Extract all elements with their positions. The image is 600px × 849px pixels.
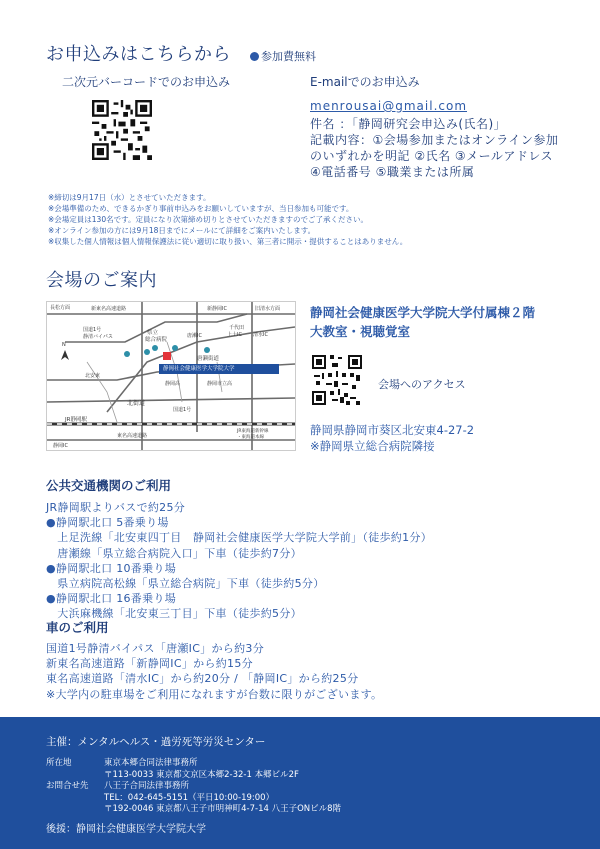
map-label: 静岡高 [165, 381, 181, 387]
map-label: JR東海道新幹線 [237, 429, 269, 434]
map-label: 総合病院 [145, 337, 168, 343]
map-label: 静清バイパス [83, 334, 113, 340]
transit-line: JR静岡駅よりバスで約25分 [46, 501, 186, 514]
car-heading: 車のご利用 [46, 620, 109, 635]
map-label: 清水IC [253, 332, 268, 338]
address-line: 静岡県静岡市葵区北安東4-27-2 [310, 423, 475, 437]
transit-line: 県立病院高松線「県立総合病院」下車（徒歩約5分） [46, 577, 325, 591]
transit-line: ●静岡駅北口 16番乗り場 [46, 592, 176, 606]
map-school-label: 静岡社会健康医学大学院大学 [163, 366, 235, 372]
map-label: 千代田 [229, 325, 245, 331]
map-label: 静岡IC [53, 443, 68, 449]
transit-details [46, 500, 432, 622]
email-link[interactable]: menrousai@gmail.com [310, 99, 468, 113]
note-line: ※会場定員は130名です。定員になり次第締め切りとさせていただきますのでご了承ください。 [48, 215, 368, 224]
qr-heading: 二次元バーコードでのお申込み [62, 75, 231, 89]
footer-line: 東京本郷合同法律事務所 [104, 758, 198, 768]
map-label: 新静岡IC [207, 306, 227, 312]
map-label: 東名高速道路 [117, 433, 148, 439]
car-line: ※大学内の駐車場をご利用になれますが台数に限りがございます。 [46, 687, 383, 701]
venue-name-line: 大教室・視聴覚室 [310, 324, 411, 339]
address-label: 所在地 [46, 758, 72, 768]
venue-name-line: 静岡社会健康医学大学院大学付属棟２階 [310, 305, 536, 320]
transit-line: 唐瀬線「県立総合病院入口」下車（徒歩約7分） [46, 546, 302, 560]
transit-heading: 公共交通機関のご利用 [46, 478, 172, 493]
contact-block [104, 781, 341, 816]
transit-line: ●静岡駅北口 5番乗り場 [46, 516, 169, 530]
car-line: 新東名高速道路「新静岡IC」から約15分 [46, 657, 253, 671]
email-contents-line-3: ④電話番号 ⑤職業または所属 [310, 165, 475, 179]
contact-label: お問合せ先 [46, 781, 89, 791]
north-label: N [62, 342, 66, 348]
venue-address [310, 422, 474, 454]
map-label: 北安東 [85, 373, 101, 379]
address-line: ※静岡県立総合病院隣接 [310, 439, 435, 453]
map-label: JR静岡駅 [65, 417, 87, 423]
transit-line: 大浜麻機線「北安東三丁目」下車（徒歩約5分） [46, 607, 302, 621]
map-label: 国道1号 [83, 327, 102, 333]
supporter: 後援：静岡社会健康医学大学院大学 [46, 824, 206, 835]
apply-title: お申込みはこちらから [46, 44, 231, 65]
car-details [46, 641, 382, 702]
car-line: 国道1号静清バイパス「唐瀬IC」から約3分 [46, 642, 265, 655]
apply-notes [48, 192, 407, 247]
map-label: 北街道 [127, 400, 146, 407]
map-label: ・東海道本線 [237, 435, 264, 440]
map-label: 唐瀬IC [187, 333, 202, 339]
map-label: 旧清水方面 [255, 306, 281, 312]
footer-line: 八王子合同法律事務所 [104, 781, 190, 791]
map-label: 長松方面 [50, 305, 71, 311]
email-subject-line: 件名 ：「静岡研究会申込み(氏名)」 [310, 117, 507, 131]
email-contents-line-2: のいずれかを明記 ②氏名 ③メールアドレス [310, 149, 554, 163]
note-line: ※会場準備のため、できるかぎり事前申込みをお願いしていますが、当日参加も可能です。 [48, 204, 354, 213]
access-label: 会場へのアクセス [378, 378, 466, 391]
footer-line: 〒113-0033 東京都文京区本郷2-32-1 本郷ビル2F [104, 769, 299, 780]
footer-line: 〒192-0046 東京都八王子市明神町4-7-14 八王子ONビル8階 [104, 804, 342, 814]
transit-line: ●静岡駅北口 10番乗り場 [46, 561, 176, 575]
application-qr-code[interactable] [92, 100, 152, 160]
note-line: ※オンライン参加の方には9月18日までにメールにて詳細をご案内いたします。 [48, 226, 316, 235]
footer [0, 717, 600, 849]
email-heading: E-mailでのお申込み [310, 75, 420, 89]
venue-title: 会場のご案内 [46, 270, 157, 291]
organizer: 主催：メンタルヘルス・過労死等労災センター [46, 736, 266, 748]
free-badge-label: 参加費無料 [261, 50, 316, 63]
map-label: 唐瀬街道 [197, 356, 220, 362]
note-line: ※収集した個人情報は個人情報保護法に従い適切に取り扱い、第三者に開示・提供することはありません。 [48, 237, 408, 246]
footer-line: TEL：042-645-5151（平日10:00-19:00） [104, 792, 275, 803]
map-label: 静岡市立高 [207, 381, 233, 387]
access-map [46, 301, 296, 451]
address-block [104, 758, 299, 781]
map-label: 県立 [147, 330, 159, 336]
email-contents-line-1: 記載内容：①会場参加またはオンライン参加 [310, 133, 559, 147]
transit-line: 上足洗線「北安東四丁目 静岡社会健康医学大学院大学前」（徒歩約1分） [46, 531, 432, 545]
access-qr-code[interactable] [312, 355, 362, 405]
map-label: 新東名高速道路 [91, 306, 127, 312]
free-badge [250, 48, 316, 64]
car-line: 東名高速道路「清水IC」から約20分 / 「静岡IC」から約25分 [46, 672, 359, 686]
map-label: 上土IC [227, 332, 242, 338]
venue-name [310, 303, 535, 341]
bullet-dot-icon [250, 52, 259, 61]
note-line: ※締切は9月17日（水）とさせていただきます。 [48, 193, 211, 202]
map-label: 国道1号 [173, 407, 192, 413]
